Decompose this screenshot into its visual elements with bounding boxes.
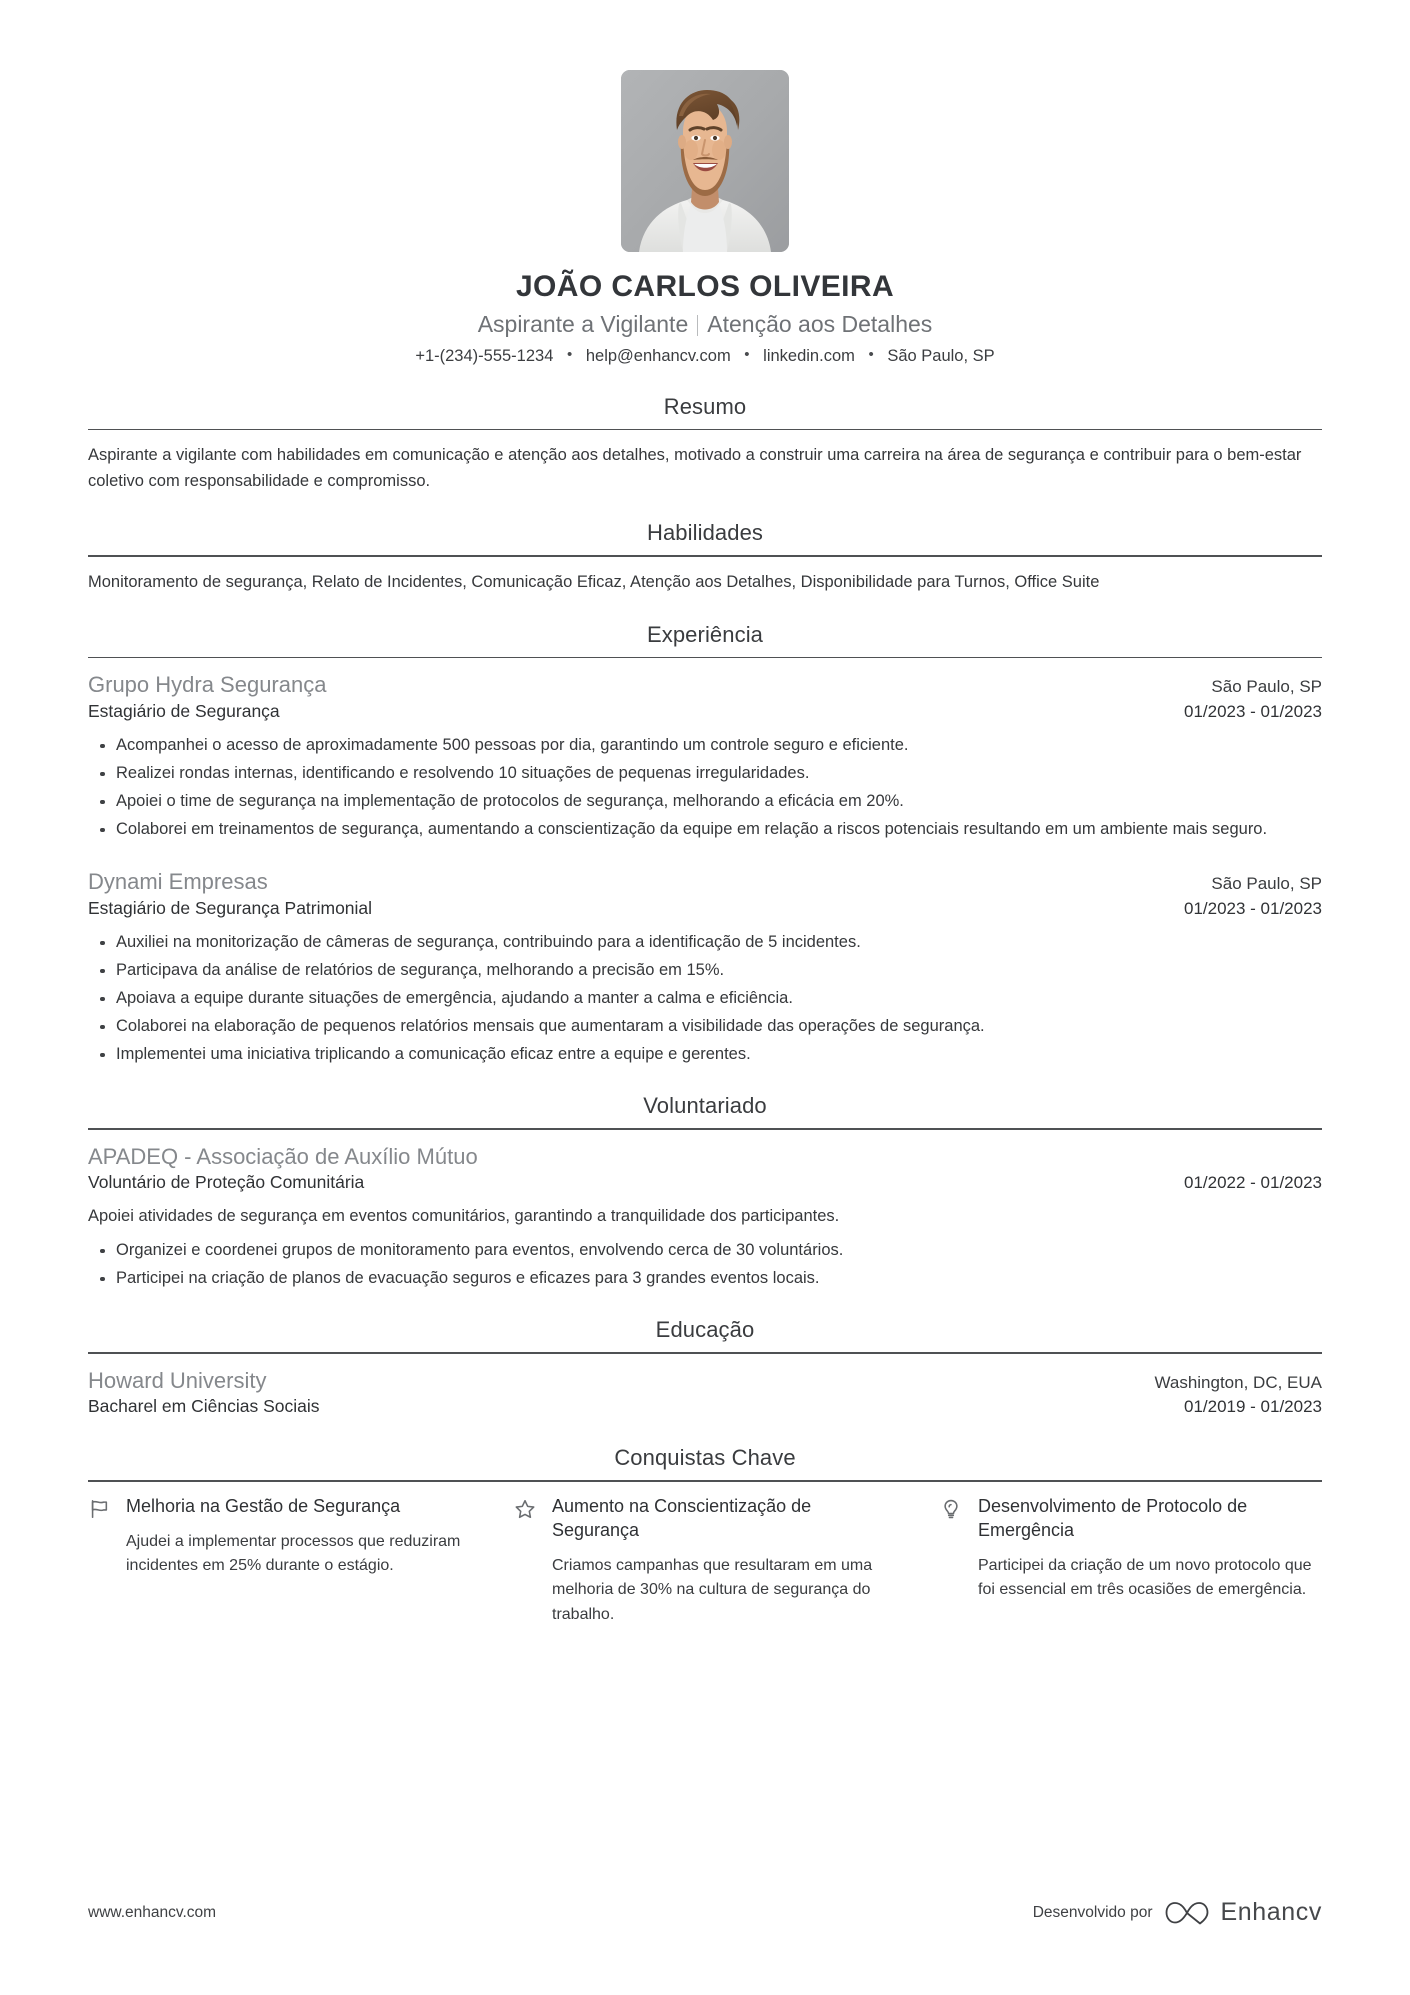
contact-phone: +1-(234)-555-1234 — [415, 347, 554, 366]
education-degree: Bacharel em Ciências Sociais — [88, 1396, 320, 1417]
education-school: Howard University — [88, 1367, 267, 1393]
achievement-body — [552, 1495, 896, 1628]
candidate-headline — [88, 310, 1322, 339]
experience-entry — [88, 671, 1322, 842]
bullet-item: Acompanhei o acesso de aproximadamente 500 pessoas por dia, garantindo um controle seguro e eficiente. — [88, 733, 1322, 758]
section-title-education: Educação — [655, 1316, 755, 1342]
section-rule — [88, 1128, 1322, 1130]
star-icon — [514, 1495, 540, 1521]
experience-entry-subheader — [88, 700, 1322, 724]
achievement-item — [88, 1495, 470, 1628]
experience-entry-subheader — [88, 897, 1322, 921]
footer-website-url[interactable]: www.enhancv.com — [88, 1903, 217, 1921]
education-entry-header — [88, 1367, 1322, 1396]
footer-powered-by-label: Desenvolvido por — [1032, 1903, 1153, 1921]
section-rule — [88, 657, 1322, 659]
section-achievements — [88, 1445, 1322, 1628]
section-title-achievements: Conquistas Chave — [614, 1445, 796, 1471]
resume-header — [88, 70, 1322, 368]
experience-entry-header — [88, 868, 1322, 897]
experience-role: Estagiário de Segurança Patrimonial — [88, 897, 373, 918]
contact-email[interactable]: help@enhancv.com — [585, 347, 731, 366]
bullet-item: Organizei e coordenei grupos de monitoramento para eventos, envolvendo cerca de 30 voluntários. — [88, 1238, 1322, 1263]
experience-bullets — [88, 733, 1322, 842]
contact-location: São Paulo, SP — [887, 347, 995, 366]
headline-left: Aspirante a Vigilante — [477, 310, 689, 337]
contact-separator-icon: • — [868, 346, 874, 364]
volunteering-description: Apoiei atividades de segurança em eventos comunitários, garantindo a tranquilidade dos participantes. — [88, 1207, 840, 1226]
profile-photo — [621, 70, 789, 252]
education-entry-subheader — [88, 1395, 1322, 1419]
achievement-body — [126, 1495, 470, 1628]
experience-company: Grupo Hydra Segurança — [88, 672, 327, 698]
contact-linkedin[interactable]: linkedin.com — [763, 347, 855, 366]
bullet-item: Colaborei na elaboração de pequenos relatórios mensais que aumentaram a visibilidade das operações de segurança. — [88, 1014, 1322, 1039]
experience-dates: 01/2023 - 01/2023 — [1183, 701, 1322, 721]
section-education — [88, 1317, 1322, 1419]
achievements-grid — [88, 1495, 1322, 1628]
contact-separator-icon: • — [744, 346, 750, 364]
bullet-item: Participava da análise de relatórios de segurança, melhorando a precisão em 15%. — [88, 958, 1322, 983]
skills-text: Monitoramento de segurança, Relato de Incidentes, Comunicação Eficaz, Atenção aos Detalhes, Disponibilidade para Turnos, Office Suite — [88, 573, 1100, 591]
volunteering-entry — [88, 1143, 1322, 1291]
achievement-description: Criamos campanhas que resultaram em uma melhoria de 30% na cultura de segurança do trabalho. — [552, 1556, 873, 1624]
bullet-item: Apoiei o time de segurança na implementação de protocolos de segurança, melhorando a eficácia em 20%. — [88, 789, 1322, 814]
section-summary — [88, 394, 1322, 495]
volunteering-bullets — [88, 1238, 1322, 1291]
experience-entry — [88, 868, 1322, 1067]
page-footer — [88, 1898, 1322, 1927]
education-entry — [88, 1367, 1322, 1420]
experience-dates: 01/2023 - 01/2023 — [1183, 898, 1322, 918]
section-rule — [88, 555, 1322, 557]
section-title-skills: Habilidades — [646, 520, 764, 546]
lightbulb-icon — [940, 1495, 966, 1521]
volunteering-entry-subheader — [88, 1171, 1322, 1195]
contact-separator-icon: • — [566, 346, 573, 364]
achievement-title: Aumento na Conscientização de Segurança — [552, 1495, 812, 1540]
enhancv-brand-name: Enhancv — [1220, 1898, 1322, 1926]
volunteering-entry-header — [88, 1143, 1322, 1172]
achievement-item — [514, 1495, 896, 1628]
bullet-item: Implementei uma iniciativa triplicando a comunicação eficaz entre a equipe e gerentes. — [88, 1042, 1322, 1067]
enhancv-infinity-logo-icon — [1164, 1900, 1210, 1926]
section-rule — [88, 429, 1322, 431]
volunteering-organization: APADEQ - Associação de Auxílio Mútuo — [88, 1143, 478, 1169]
summary-text: Aspirante a vigilante com habilidades em comunicação e atenção aos detalhes, motivado a construir uma carreira na área de segurança e contribuir para o bem-estar coletivo com responsabilidade e compromisso. — [88, 446, 1302, 490]
footer-branding — [1033, 1898, 1322, 1927]
headline-divider — [697, 315, 698, 336]
section-experience — [88, 622, 1322, 1067]
section-skills — [88, 520, 1322, 595]
achievement-item — [940, 1495, 1322, 1628]
section-title-experience: Experiência — [646, 621, 764, 647]
education-location: Washington, DC, EUA — [1154, 1372, 1322, 1392]
volunteering-role: Voluntário de Proteção Comunitária — [88, 1172, 365, 1193]
profile-photo-illustration — [621, 70, 789, 252]
section-rule — [88, 1352, 1322, 1354]
section-volunteering — [88, 1093, 1322, 1291]
experience-location: São Paulo, SP — [1211, 677, 1322, 697]
bullet-item: Colaborei em treinamentos de segurança, aumentando a conscientização da equipe em relação a riscos potenciais resultando em um ambiente mais seguro. — [88, 817, 1322, 842]
experience-entry-header — [88, 671, 1322, 700]
experience-role: Estagiário de Segurança — [88, 700, 280, 721]
volunteering-dates: 01/2022 - 01/2023 — [1183, 1173, 1322, 1193]
section-title-volunteering: Voluntariado — [643, 1092, 767, 1118]
achievement-body — [978, 1495, 1322, 1628]
achievement-description: Participei da criação de um novo protocolo que foi essencial em três ocasiões de emergência. — [978, 1556, 1312, 1599]
flag-icon — [88, 1495, 114, 1521]
achievement-title: Melhoria na Gestão de Segurança — [126, 1495, 401, 1516]
bullet-item: Auxiliei na monitorização de câmeras de segurança, contribuindo para a identificação de 5 incidentes. — [88, 930, 1322, 955]
bullet-item: Apoiava a equipe durante situações de emergência, ajudando a manter a calma e eficiência. — [88, 986, 1322, 1011]
bullet-item: Participei na criação de planos de evacuação seguros e eficazes para 3 grandes eventos locais. — [88, 1266, 1322, 1291]
experience-bullets — [88, 930, 1322, 1067]
candidate-name: JOÃO CARLOS OLIVEIRA — [515, 270, 895, 303]
section-title-summary: Resumo — [663, 393, 747, 419]
bullet-item: Realizei rondas internas, identificando e resolvendo 10 situações de pequenas irregularidades. — [88, 761, 1322, 786]
section-rule — [88, 1480, 1322, 1482]
achievement-description: Ajudei a implementar processos que reduziram incidentes em 25% durante o estágio. — [126, 1532, 461, 1575]
achievement-title: Desenvolvimento de Protocolo de Emergência — [978, 1495, 1248, 1540]
experience-location: São Paulo, SP — [1211, 874, 1322, 893]
contact-line — [88, 345, 1322, 367]
education-dates: 01/2019 - 01/2023 — [1183, 1397, 1322, 1417]
experience-company: Dynami Empresas — [88, 869, 268, 894]
headline-right: Atenção aos Detalhes — [707, 310, 933, 337]
